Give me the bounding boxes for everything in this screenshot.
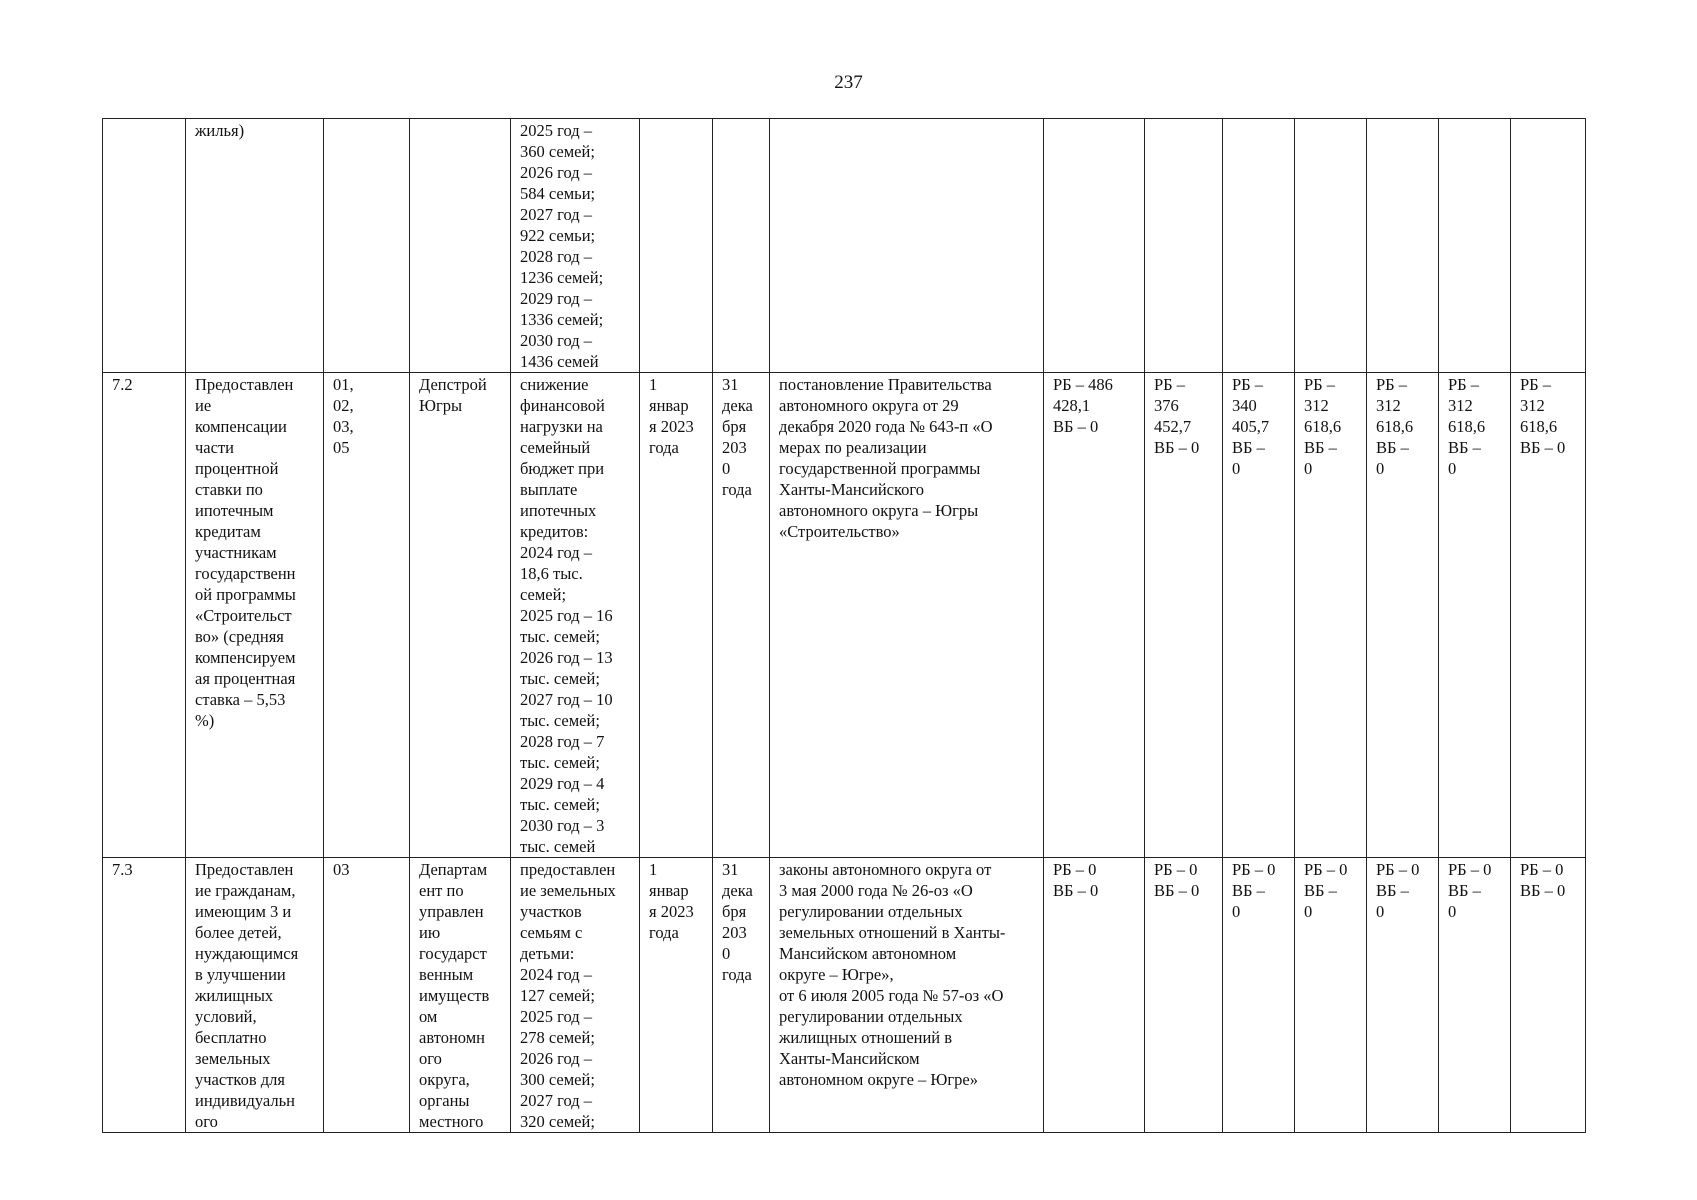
cell-funding-year: РБ – 0 ВБ – 0 [1367, 858, 1439, 1133]
cell-funding-year: РБ – 0 ВБ – 0 [1223, 858, 1295, 1133]
cell-funding-year [1439, 119, 1511, 373]
cell-result: предоставлен ие земельных участков семьям с детьми: 2024 год – 127 семей; 2025 год – 278 семей; 2026 год – 300 семей; 2027 год – 320 семей; [511, 858, 640, 1133]
cell-funding-year: РБ – 312 618,6 ВБ – 0 [1439, 373, 1511, 858]
measures-table [102, 118, 1586, 1133]
cell-funding-year [1223, 119, 1295, 373]
cell-funding-year: РБ – 340 405,7 ВБ – 0 [1223, 373, 1295, 858]
cell-funding-year: РБ – 376 452,7 ВБ – 0 [1145, 373, 1223, 858]
cell-number: 7.3 [103, 858, 186, 1133]
cell-end-date [713, 119, 770, 373]
cell-code: 03 [324, 858, 410, 1133]
cell-number [103, 119, 186, 373]
page-number: 237 [834, 72, 863, 93]
cell-funding-total: РБ – 486 428,1 ВБ – 0 [1044, 373, 1145, 858]
cell-start-date: 1 январ я 2023 года [640, 858, 713, 1133]
cell-measure: Предоставлен ие гражданам, имеющим 3 и более детей, нуждающимся в улучшении жилищных условий, бесплатно земельных участков для индивидуальн ого [186, 858, 324, 1133]
cell-result: 2025 год – 360 семей; 2026 год – 584 семьи; 2027 год – 922 семьи; 2028 год – 1236 семей; 2029 год – 1336 семей; 2030 год – 1436 семей [511, 119, 640, 373]
table-row-7-2 [103, 373, 1586, 858]
cell-result: снижение финансовой нагрузки на семейный бюджет при выплате ипотечных кредитов: 2024 год – 18,6 тыс. семей; 2025 год – 16 тыс. семей; 2026 год – 13 тыс. семей; 2027 год – 10 тыс. семей; 2028 год – 7 тыс. семей; 2029 год – 4 тыс. семей; 2030 год – 3 тыс. семей [511, 373, 640, 858]
cell-funding-year [1511, 119, 1586, 373]
cell-executor [410, 119, 511, 373]
cell-code [324, 119, 410, 373]
cell-funding-year: РБ – 312 618,6 ВБ – 0 [1511, 373, 1586, 858]
cell-start-date [640, 119, 713, 373]
cell-funding-year [1145, 119, 1223, 373]
cell-funding-year [1295, 119, 1367, 373]
table-row-7-3 [103, 858, 1586, 1133]
cell-funding-year: РБ – 312 618,6 ВБ – 0 [1295, 373, 1367, 858]
cell-measure: жилья) [186, 119, 324, 373]
cell-funding-year: РБ – 0 ВБ – 0 [1439, 858, 1511, 1133]
cell-funding-year: РБ – 0 ВБ – 0 [1295, 858, 1367, 1133]
cell-funding-total: РБ – 0 ВБ – 0 [1044, 858, 1145, 1133]
cell-funding-year: РБ – 312 618,6 ВБ – 0 [1367, 373, 1439, 858]
cell-funding-year [1367, 119, 1439, 373]
cell-end-date: 31 дека бря 203 0 года [713, 373, 770, 858]
cell-executor: Депстрой Югры [410, 373, 511, 858]
cell-measure: Предоставлен ие компенсации части процентной ставки по ипотечным кредитам участникам государственн ой программы «Строительст во» (средняя компенсируем ая процентная ставка – 5,53 %) [186, 373, 324, 858]
cell-number: 7.2 [103, 373, 186, 858]
cell-start-date: 1 январ я 2023 года [640, 373, 713, 858]
cell-legal-basis: законы автономного округа от 3 мая 2000 года № 26-оз «О регулировании отдельных земельных отношений в Ханты- Мансийском автономном округе – Югре», от 6 июля 2005 года № 57-оз «О регулировании отдельных жилищных отношений в Ханты-Мансийском автономном округе – Югре» [770, 858, 1044, 1133]
cell-funding-total [1044, 119, 1145, 373]
cell-legal-basis: постановление Правительства автономного округа от 29 декабря 2020 года № 643-п «О мерах по реализации государственной программы Ханты-Мансийского автономного округа – Югры «Строительство» [770, 373, 1044, 858]
cell-end-date: 31 дека бря 203 0 года [713, 858, 770, 1133]
cell-legal-basis [770, 119, 1044, 373]
cell-code: 01, 02, 03, 05 [324, 373, 410, 858]
cell-executor: Департам ент по управлен ию государст венным имуществ ом автономн ого округа, органы местного [410, 858, 511, 1133]
cell-funding-year: РБ – 0 ВБ – 0 [1145, 858, 1223, 1133]
cell-funding-year: РБ – 0 ВБ – 0 [1511, 858, 1586, 1133]
table-row-continuation [103, 119, 1586, 373]
